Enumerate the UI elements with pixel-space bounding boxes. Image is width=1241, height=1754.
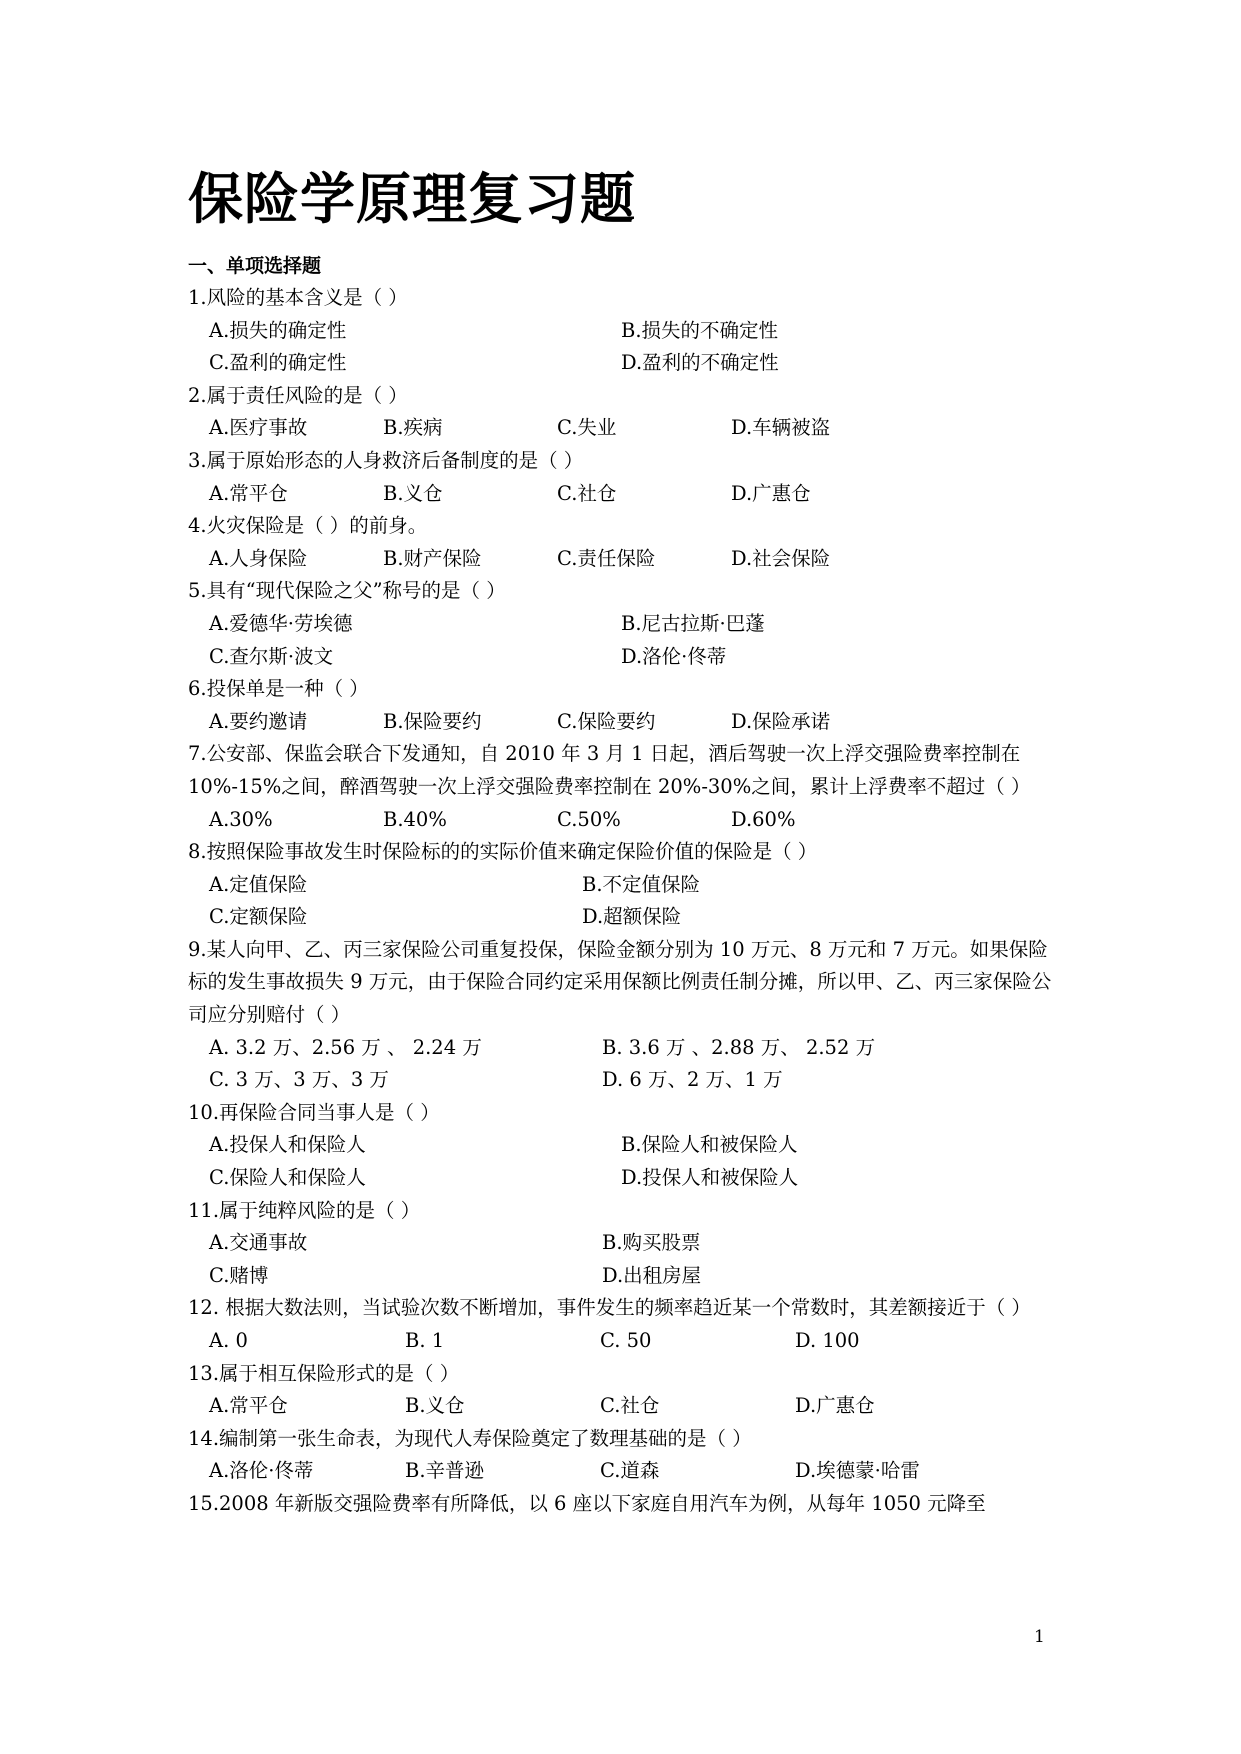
option-c: C.责任保险 [557,546,656,570]
question-14 [188,1423,1058,1488]
question-stem: 13.属于相互保险形式的是（ ） [188,1361,460,1385]
option-b: B.损失的不确定性 [621,318,779,342]
option-a: A.要约邀请 [209,709,308,733]
question-15 [188,1488,1058,1521]
question-stem: 3.属于原始形态的人身救济后备制度的是（ ） [188,448,584,472]
option-d: D.广惠仓 [795,1394,875,1418]
option-group [188,478,1058,511]
question-7 [188,738,1058,836]
option-c: C.失业 [557,416,617,440]
option-c: C.社仓 [600,1394,660,1418]
option-a: A.医疗事故 [209,416,308,440]
option-group [188,315,1058,380]
option-group [188,608,1058,673]
option-d: D.车辆被盗 [731,416,831,440]
option-group [188,706,1058,739]
option-b: B.义仓 [383,481,443,505]
option-group [188,1455,1058,1488]
option-a: A.常平仓 [209,1394,288,1418]
option-c: C.查尔斯·波文 [209,644,334,668]
option-d: D.60% [731,807,796,831]
option-b: B.保险要约 [383,709,482,733]
question-stem: 10.再保险合同当事人是（ ） [188,1100,440,1124]
question-1 [188,282,1058,380]
option-d: D.埃德蒙·哈雷 [795,1459,920,1483]
option-a: A.交通事故 [209,1231,308,1255]
question-2 [188,380,1058,445]
option-a: A.爱德华·劳埃德 [209,611,353,635]
option-c: C.保险要约 [557,709,656,733]
option-group [188,1325,1058,1358]
option-group [188,1390,1058,1423]
option-c: C.道森 [600,1459,660,1483]
question-stem: 6.投保单是一种（ ） [188,677,369,701]
option-d: D.社会保险 [731,546,831,570]
question-stem: 12. 根据大数法则，当试验次数不断增加，事件发生的频率趋近某一个常数时，其差额接近于（ ） [188,1296,1031,1320]
option-b: B. 3.6 万 、2.88 万、 2.52 万 [602,1035,876,1059]
option-group [188,1032,1058,1097]
question-stem: 14.编制第一张生命表，为现代人寿保险奠定了数理基础的是（ ） [188,1426,752,1450]
question-stem: 11.属于纯粹风险的是（ ） [188,1198,421,1222]
option-b: B. 1 [405,1329,445,1352]
option-a: A.定值保险 [209,872,308,896]
option-group [188,869,1058,934]
option-d: D. 100 [795,1329,860,1352]
question-3 [188,445,1058,510]
question-stem: 1.风险的基本含义是（ ） [188,286,408,309]
option-a: A.30% [209,807,273,831]
question-stem: 8.按照保险事故发生时保险标的的实际价值来确定保险价值的保险是（ ） [188,840,818,864]
option-a: A.常平仓 [209,481,288,505]
option-b: B.财产保险 [383,546,482,570]
question-stem: 5.具有“现代保险之父”称号的是（ ） [188,579,506,603]
question-stem: 7.公安部、保监会联合下发通知，自 2010 年 3 月 1 日起，酒后驾驶一次上浮交强险费率控制在 10%-15%之间，醉酒驾驶一次上浮交强险费率控制在 20%-30%之间，累计上浮费率不超过（ ） [188,742,1031,798]
question-stem: 15.2008 年新版交强险费率有所降低，以 6 座以下家庭自用汽车为例，从每年 1050 元降至 [188,1491,986,1515]
question-stem: 2.属于责任风险的是（ ） [188,383,408,407]
page-number: 1 [1034,1627,1045,1647]
option-group [188,412,1058,445]
option-b: B.疾病 [383,416,443,440]
option-d: D.超额保险 [582,905,682,929]
option-d: D.投保人和被保险人 [621,1166,799,1190]
option-a: A. 0 [209,1329,248,1352]
option-c: C.盈利的确定性 [209,351,347,375]
option-d: D.洛伦·佟蒂 [621,644,727,668]
question-8 [188,836,1058,934]
option-c: C.赌博 [209,1263,269,1287]
question-11 [188,1195,1058,1293]
option-group [188,804,1058,837]
option-b: B.40% [383,807,447,831]
option-group [188,543,1058,576]
option-c: C.保险人和保险人 [209,1166,366,1190]
option-b: B.尼古拉斯·巴蓬 [621,611,765,635]
option-c: C.50% [557,807,621,831]
option-b: B.保险人和被保险人 [621,1133,798,1157]
question-stem: 9.某人向甲、乙、丙三家保险公司重复投保，保险金额分别为 10 万元、8 万元和 7 万元。如果保险标的发生事故损失 9 万元，由于保险合同约定采用保额比例责任制分摊，所以甲、乙、丙三家保险公司应分别赔付（ ） [188,937,1052,1027]
option-d: D.出租房屋 [602,1263,702,1287]
question-10 [188,1097,1058,1195]
option-d: D.广惠仓 [731,481,811,505]
question-list [188,282,1058,1521]
option-c: C. 3 万、3 万、3 万 [209,1068,389,1092]
option-c: C.社仓 [557,481,617,505]
option-d: D.保险承诺 [731,709,831,733]
section-heading: 一、单项选择题 [188,255,322,277]
question-6 [188,673,1058,738]
option-c: C. 50 [600,1329,652,1352]
question-stem: 4.火灾保险是（ ）的前身。 [188,514,428,538]
option-b: B.辛普逊 [405,1459,485,1483]
question-5 [188,575,1058,673]
question-4 [188,510,1058,575]
question-13 [188,1358,1058,1423]
document-title: 保险学原理复习题 [188,167,637,231]
option-c: C.定额保险 [209,905,308,929]
option-a: A.投保人和保险人 [209,1133,366,1157]
option-d: D.盈利的不确定性 [621,351,779,375]
option-a: A. 3.2 万、2.56 万 、 2.24 万 [209,1035,482,1059]
option-a: A.洛伦·佟蒂 [209,1459,314,1483]
option-b: B.购买股票 [602,1231,701,1255]
option-group [188,1227,1058,1292]
option-a: A.人身保险 [209,546,308,570]
option-group [188,1129,1058,1194]
option-b: B.不定值保险 [582,872,701,896]
option-d: D. 6 万、2 万、1 万 [602,1068,783,1092]
question-12 [188,1292,1058,1357]
question-9 [188,934,1058,1097]
option-a: A.损失的确定性 [209,318,347,342]
option-b: B.义仓 [405,1394,465,1418]
